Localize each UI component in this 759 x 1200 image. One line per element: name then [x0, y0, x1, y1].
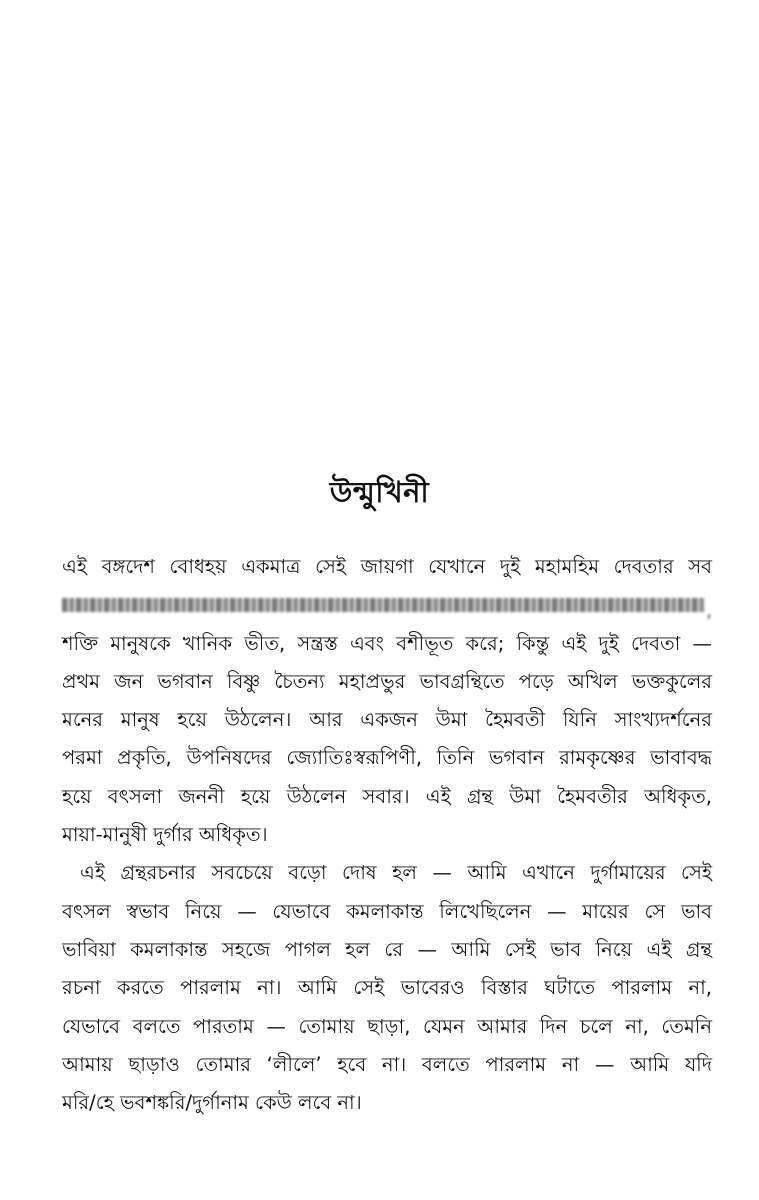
text-line: এই গ্রন্থরচনার সবচেয়ে বড়ো দোষ হল — আমি এখানে দুর্গামায়ের সেই: [80, 861, 712, 885]
paragraph-1: [62, 548, 712, 854]
text-line: প্রথম জন ভগবান বিষ্ণু চৈতন্য মহাপ্রভুর ভাবগ্রন্থিতে পড়ে অখিল ভক্তকুলের: [62, 669, 712, 693]
text-line: পরমা প্রকৃতি, উপনিষদের জ্যোতিঃস্বরূপিণী, তিনি ভগবান রামকৃষ্ণের ভাবাবদ্ধ: [62, 746, 712, 770]
text-line: যেভাবে বলতে পারতাম — তোমায় ছাড়া, যেমন আমার দিন চলে না, তেমনি: [62, 1014, 712, 1038]
text-line: মরি/হে ভবশঙ্করি/দুর্গানাম কেউ লবে না।: [62, 1091, 362, 1115]
text-line: মায়া-মানুষী দুর্গার অধিকৃত।: [62, 823, 268, 847]
body-text: [62, 548, 712, 1122]
smudged-text-line: [62, 586, 712, 624]
chapter-title: উন্মুখিনী: [329, 475, 430, 509]
paragraph-2: [62, 854, 712, 1122]
text-line: মনের মানুষ হয়ে উঠলেন। আর একজন উমা হৈমবতী যিনি সাংখ্যদর্শনের: [62, 708, 712, 732]
text-line: ভাবিয়া কমলাকান্ত সহজে পাগল হল রে — আমি সেই ভাব নিয়ে এই গ্রন্থ: [62, 937, 712, 961]
text-line: আমায় ছাড়াও তোমার ‘লীলে’ হবে না। বলতে পারলাম না — আমি যদি: [62, 1052, 712, 1076]
print-smudge: [62, 598, 704, 612]
text-line: শক্তি মানুষকে খানিক ভীত, সন্ত্রস্ত এবং বশীভূত করে; কিন্তু এই দুই দেবতা —: [62, 631, 712, 655]
text-line: রচনা করতে পারলাম না। আমি সেই ভাবেরও বিস্তার ঘটাতে পারলাম না,: [62, 976, 712, 1000]
text-line: এই বঙ্গদেশ বোধহয় একমাত্র সেই জায়গা যেখানে দুই মহামহিম দেবতার সব: [62, 555, 712, 578]
smudged-line-comma: ,: [705, 600, 712, 623]
text-line: বৎসল স্বভাব নিয়ে — যেভাবে কমলাকান্ত লিখেছিলেন — মায়ের সে ভাব: [62, 899, 712, 923]
text-line: হয়ে বৎসলা জননী হয়ে উঠলেন সবার। এই গ্রন্থ উমা হৈমবতীর অধিকৃত,: [62, 784, 712, 808]
